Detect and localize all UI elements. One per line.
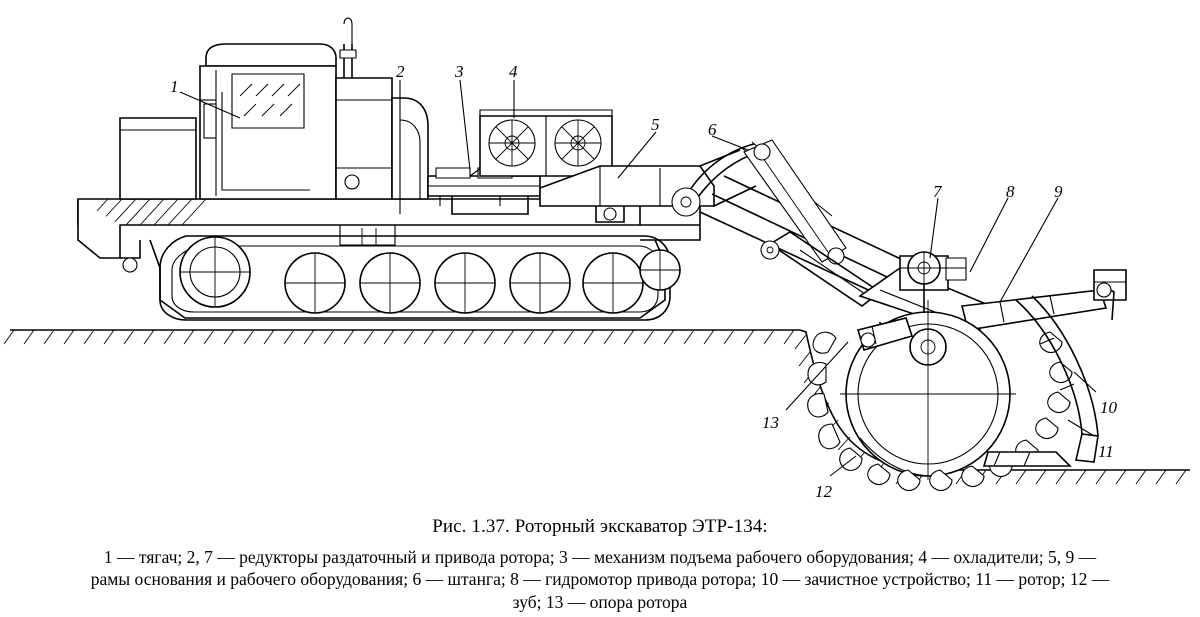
callout-6: 6 xyxy=(708,120,717,139)
callout-11: 11 xyxy=(1098,442,1114,461)
tractor-cab xyxy=(120,18,356,199)
callout-13: 13 xyxy=(762,413,779,432)
ground-line-left xyxy=(4,330,800,344)
legend-line-3: зуб; 13 — опора ротора xyxy=(512,591,688,612)
callout-3: 3 xyxy=(455,62,464,81)
figure-legend xyxy=(0,546,1200,613)
callout-5: 5 xyxy=(651,115,660,134)
callout-1: 1 xyxy=(170,77,179,96)
transfer-gearbox xyxy=(336,78,428,199)
legend-line-1: 1 — тягач; 2, 7 — редукторы раздаточный и привода ротора; 3 — механизм подъема рабочего оборудования; 4 — охладители; 5, 9 — xyxy=(103,547,1097,567)
coolers xyxy=(480,110,612,176)
legend-line-2: рамы основания и рабочего оборудования; 6 — штанга; 8 — гидромотор привода ротора; 10 — зачистное устройство; 11 — ротор; 12 — xyxy=(90,569,1110,590)
figure-caption xyxy=(0,516,1200,538)
callout-2: 2 xyxy=(396,62,405,81)
callout-9: 9 xyxy=(1054,182,1063,201)
callout-4: 4 xyxy=(509,62,518,81)
callout-7: 7 xyxy=(933,182,942,201)
caption-title: Рис. 1.37. Роторный экскаватор ЭТР-134: xyxy=(432,516,768,537)
callout-10: 10 xyxy=(1100,398,1117,417)
working-equipment-frame xyxy=(672,140,1126,344)
callout-8: 8 xyxy=(1006,182,1015,201)
callout-12: 12 xyxy=(815,482,832,501)
